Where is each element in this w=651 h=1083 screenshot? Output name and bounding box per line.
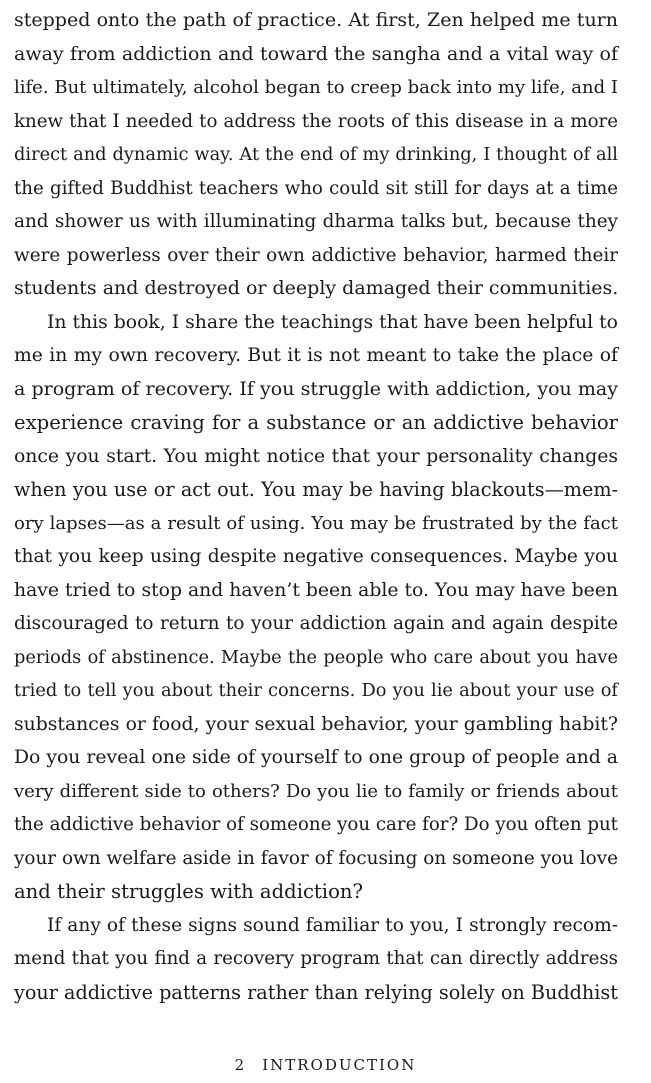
text-line: knew that I needed to address the roots of this disease in a more [14,110,618,132]
text-line: once you start. You might notice that your personality changes [14,445,618,467]
page-number: 2 [234,1056,245,1074]
text-line: and their struggles with addiction? [14,880,363,903]
text-line: the gifted Buddhist teachers who could sit still for days at a time [14,177,618,199]
text-line: periods of abstinence. Maybe the people who care about you have [14,646,618,668]
text-line: If any of these signs sound familiar to you, I strongly recom- [47,914,618,936]
text-line: me in my own recovery. But it is not meant to take the place of [14,345,618,366]
running-footer [0,1056,651,1074]
text-line: that you keep using despite negative consequences. Maybe you [14,546,618,567]
text-line: Do you reveal one side of yourself to one group of people and a [14,747,618,768]
text-line: away from addiction and toward the sangha and a vital way of [14,42,618,65]
text-line: substances or food, your sexual behavior, your gambling habit? [14,713,618,735]
text-line: when you use or act out. You may be having blackouts—mem- [14,478,618,501]
text-line: your own welfare aside in favor of focusing on someone you love [14,847,618,869]
text-line: and shower us with illuminating dharma talks but, because they [14,211,618,232]
text-line: In this book, I share the teachings that have been helpful to [47,311,618,333]
text-line: mend that you find a recovery program that can directly address [14,948,618,969]
text-line: ory lapses—as a result of using. You may be frustrated by the fact [14,512,618,534]
text-line: students and destroyed or deeply damaged their communities. [14,277,619,299]
text-line: were powerless over their own addictive behavior, harmed their [14,244,618,266]
section-title: INTRODUCTION [262,1056,417,1074]
text-line: direct and dynamic way. At the end of my drinking, I thought of all [14,144,618,165]
text-line: experience craving for a substance or an addictive behavior [14,411,618,434]
text-line: very different side to others? Do you lie to family or friends about [14,780,618,802]
text-line: life. But ultimately, alcohol began to creep back into my life, and I [14,77,618,98]
text-line: stepped onto the path of practice. At first, Zen helped me turn [14,9,618,31]
text-line: a program of recovery. If you struggle with addiction, you may [14,377,618,400]
text-line: your addictive patterns rather than relying solely on Buddhist [14,980,618,1004]
text-line: have tried to stop and haven’t been able to. You may have been [14,579,618,601]
text-line: the addictive behavior of someone you care for? Do you often put [14,814,618,835]
text-line: discouraged to return to your addiction again and again despite [14,613,618,634]
body-text [14,4,618,1009]
text-line: tried to tell you about their concerns. Do you lie about your use of [14,680,618,701]
